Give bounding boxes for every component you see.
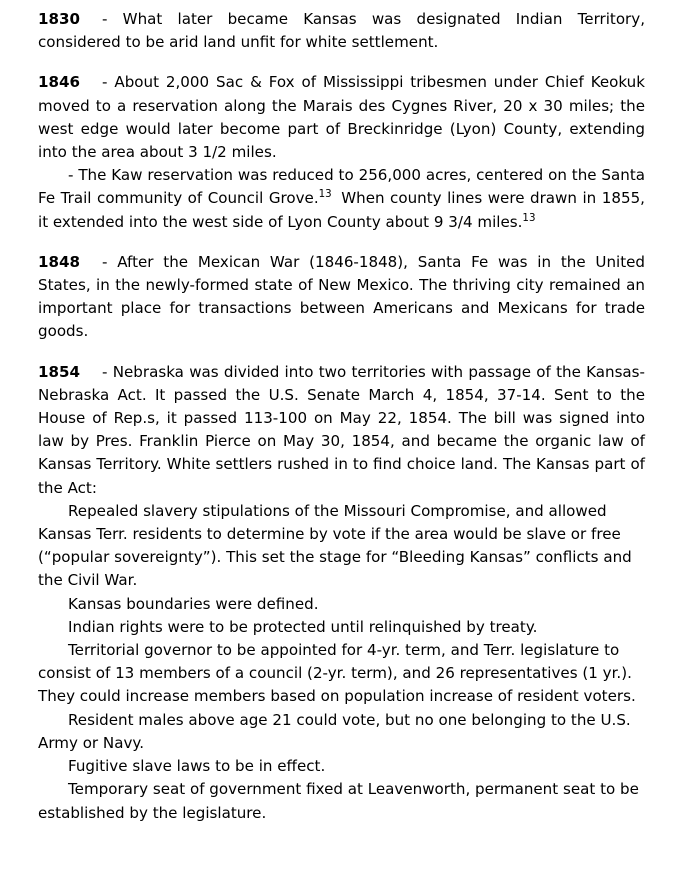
act-provision-item: Kansas boundaries were defined.: [68, 594, 319, 613]
entry-body-text: - What later became Kansas was designated Indian Territory, considered to be arid land unfit for white settlement.: [38, 10, 645, 52]
subparagraph-text-part-2: When county lines were drawn in 1855, it extended into the west side of Lyon County about 9 3/4 miles.: [38, 189, 645, 231]
act-provision-item: Resident males above age 21 could vote, but no one belonging to the U.S. Army or Navy.: [38, 710, 631, 752]
entry-paragraph: [38, 251, 645, 344]
footnote-marker: 13: [522, 211, 536, 224]
act-provision-item: Territorial governor to be appointed for 4-yr. term, and Terr. legislature to consist of 13 members of a council (2-yr. term), and 26 representatives (1 yr.). They could increase members based on population increase of resident voters.: [38, 641, 636, 706]
act-provision-item: Repealed slavery stipulations of the Missouri Compromise, and allowed Kansas Terr. residents to determine by vote if the area would be slave or free (“popular sovereignty”). This set the stage for “Bleeding Kansas” conflicts and the Civil War.: [38, 501, 632, 590]
entry-1848: [38, 251, 645, 344]
act-provision-item: Indian rights were to be protected until relinquished by treaty.: [68, 617, 538, 636]
year-label: 1830: [38, 10, 81, 28]
act-provision-item: Temporary seat of government fixed at Leavenworth, permanent seat to be established by the legislature.: [38, 780, 639, 822]
footnote-marker: 13: [318, 188, 332, 201]
entry-paragraph: [38, 361, 645, 500]
entry-body-text: - Nebraska was divided into two territories with passage of the Kansas-Nebraska Act. It passed the U.S. Senate March 4, 1854, 37-14. Sent to the House of Rep.s, it passed 113-100 on May 22, 1854. The bill was signed into law by Pres. Franklin Pierce on May 30, 1854, and became the organic law of Kansas Territory. White settlers rushed in to find choice land. The Kansas part of the Act:: [38, 362, 645, 497]
year-label: 1854: [38, 362, 81, 381]
entry-paragraph: [38, 8, 645, 54]
entry-body-text: - After the Mexican War (1846-1848), Santa Fe was in the United States, in the newly-formed state of New Mexico. The thriving city remained an important place for transactions between Americans and Mexicans for trade goods.: [38, 252, 645, 341]
year-label: 1846: [38, 73, 81, 92]
entry-body-text: - About 2,000 Sac & Fox of Mississippi tribesmen under Chief Keokuk moved to a reservation along the Marais des Cygnes River, 20 x 30 miles; the west edge would later become part of Breckinridge (Lyon) County, extending into the area about 3 1/2 miles.: [38, 73, 645, 162]
kaw-reservation-subparagraph: [38, 164, 645, 234]
entry-1830: [38, 8, 645, 54]
entry-paragraph: [38, 71, 645, 164]
subparagraph-text-part-1: - The Kaw reservation was reduced to 256,000 acres, centered on the Santa Fe Trail community of Council Grove.: [38, 166, 645, 208]
entry-1854: [38, 361, 645, 825]
act-provision-item: Fugitive slave laws to be in effect.: [68, 757, 326, 776]
entry-1846: [38, 71, 645, 233]
year-label: 1848: [38, 252, 81, 271]
